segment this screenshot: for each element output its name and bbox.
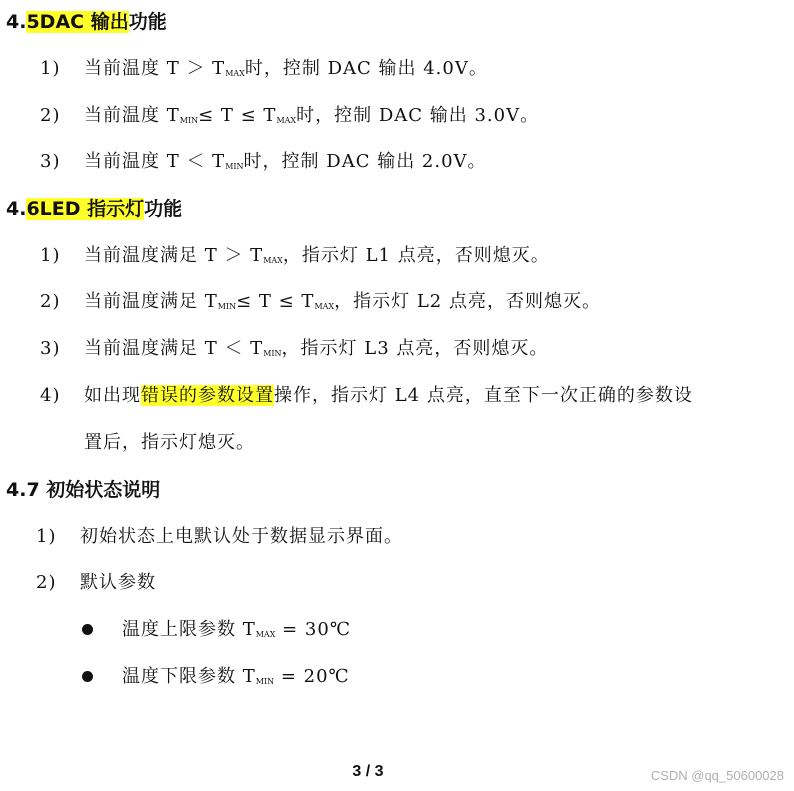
item-text: 初始状态上电默认处于数据显示界面。	[80, 526, 403, 547]
bullet-icon	[82, 671, 93, 682]
title-rest: 功能	[128, 11, 167, 33]
item-text: 当前温度满足 $T < T_{MIN}$，指示灯 L3 点亮，否则熄灭。	[84, 338, 549, 359]
highlighted-title: 5DAC 输出	[26, 11, 129, 33]
item-number: 1)	[36, 526, 57, 547]
section-number: 4.	[6, 11, 27, 33]
item-text: 置后，指示灯熄灭。	[84, 432, 255, 453]
item-number: 3)	[40, 338, 61, 359]
section-heading-init: 4.7 初始状态说明	[6, 479, 161, 501]
highlighted-phrase: 错误的参数设置	[141, 385, 274, 406]
item-number: 3)	[40, 151, 61, 172]
item-number: 2)	[40, 291, 61, 312]
bullet-text: 温度下限参数 $T_{MIN}$ = 20℃	[122, 666, 350, 687]
item-number: 1)	[40, 245, 61, 266]
bullet-text: 温度上限参数 $T_{MAX}$ = 30℃	[122, 619, 351, 640]
item-text: 当前温度满足 $T > T_{MAX}$，指示灯 L1 点亮，否则熄灭。	[84, 245, 550, 266]
section-number: 4.	[6, 198, 27, 220]
highlighted-title: 6LED 指示灯	[26, 198, 145, 220]
title-rest: 功能	[144, 198, 183, 220]
item-text: 当前温度 $T > T_{MAX}$时，控制 DAC 输出 4.0V。	[84, 58, 488, 79]
watermark: CSDN @qq_50600028	[650, 768, 784, 783]
item-number: 2)	[36, 572, 57, 593]
section-heading-led	[6, 196, 182, 222]
item-text: 当前温度 $T < T_{MIN}$时，控制 DAC 输出 2.0V。	[84, 151, 487, 172]
item-text: 当前温度 $T_{MIN}\le T \le T_{MAX}$时，控制 DAC 输出 3.0V。	[84, 105, 540, 126]
item-text: 默认参数	[80, 572, 156, 593]
section-heading-dac	[6, 9, 167, 35]
item-number: 2)	[40, 105, 61, 126]
item-text: 当前温度满足 $T_{MIN}\le T \le T_{MAX}$，指示灯 L2 点亮，否则熄灭。	[84, 291, 601, 312]
page-number: 3 / 3	[352, 763, 384, 780]
item-text: 如出现错误的参数设置操作，指示灯 L4 点亮，直至下一次正确的参数设	[84, 385, 693, 406]
item-number: 1)	[40, 58, 61, 79]
bullet-icon	[82, 624, 93, 635]
item-number: 4)	[40, 385, 61, 406]
